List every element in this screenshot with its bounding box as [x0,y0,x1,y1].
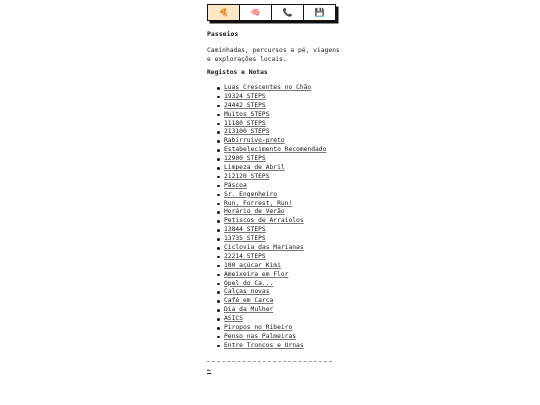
entry-link[interactable]: Ameixeira em Flor [224,270,289,278]
entry-link[interactable]: 11180 STEPS [224,119,266,127]
list-item [207,84,347,93]
list-item [207,155,347,164]
back-link[interactable]: ← [207,366,212,374]
entry-link[interactable]: Muitos STEPS [224,110,270,118]
list-item [207,128,347,137]
entry-link[interactable]: 19324 STEPS [224,92,266,100]
entry-link[interactable]: Entre Troncos e Urnas [224,341,304,349]
entry-link[interactable]: Ciclovia das Marianas [224,244,304,252]
entry-link[interactable]: Calças novas [224,288,270,296]
entry-link[interactable]: 13844 STEPS [224,226,266,234]
entry-link[interactable]: Estabelecimento Recomendado [224,146,327,154]
top-nav [207,4,336,21]
entry-link[interactable]: 100 açúcar Kimi [224,261,281,269]
list-item [207,93,347,102]
list-item [207,182,347,191]
list-item [207,120,347,129]
floppy-disk-icon: 💾 [314,8,325,17]
entry-link[interactable]: 22214 STEPS [224,252,266,260]
list-item [207,342,347,351]
entry-link[interactable]: Rabirruivo-preto [224,137,285,145]
entry-link[interactable]: ASICS [224,315,243,323]
entry-link[interactable]: Sr. Engenheiro [224,190,278,198]
entry-link[interactable]: Dia da Mulher [224,306,274,314]
entry-link[interactable]: 213100 STEPS [224,128,270,136]
entry-link[interactable]: Páscoa [224,181,247,189]
pizza-icon: 🍕 [218,8,229,17]
footer-divider [207,361,332,362]
entry-link[interactable]: Café em Carca [224,297,274,305]
list-item [207,208,347,217]
nav-button-archive[interactable] [304,5,335,20]
list-item [207,324,347,333]
list-item [207,226,347,235]
list-item [207,306,347,315]
entry-link[interactable]: Opel do Ca... [224,279,274,287]
entry-link[interactable]: Piropos no Ribeiro [224,324,293,332]
list-item [207,244,347,253]
list-item [207,333,347,342]
nav-button-food[interactable] [208,5,240,20]
list-item [207,235,347,244]
list-item [207,111,347,120]
entry-link[interactable]: Limpeza de Abril [224,164,285,172]
list-item [207,164,347,173]
list-item [207,146,347,155]
list-item [207,137,347,146]
entry-link[interactable]: 212120 STEPS [224,172,270,180]
list-item [207,102,347,111]
list-item [207,315,347,324]
nav-button-contact[interactable] [272,5,304,20]
entry-link[interactable]: 24442 STEPS [224,101,266,109]
list-item [207,173,347,182]
page-title: Passeios [207,30,239,38]
entry-link[interactable]: Horário de Verão [224,208,285,216]
section-heading: Registos e Notas [207,69,268,76]
page-description: Caminhadas, percursos a pé, viagens e explorações locais. [207,47,340,63]
entry-link[interactable]: Luas Crescentes no Chão [224,84,312,91]
entry-link[interactable]: Petiscos de Arraiolos [224,217,304,225]
list-item [207,280,347,289]
entry-link[interactable]: Penso nas Palmeiras [224,332,297,340]
entries-list [207,84,347,351]
list-item [207,253,347,262]
entry-link[interactable]: Run, Forrest, Run! [224,199,293,207]
list-item [207,217,347,226]
list-item [207,297,347,306]
list-item [207,262,347,271]
list-item [207,191,347,200]
brain-icon: 🧠 [250,8,261,17]
nav-button-ideas[interactable] [240,5,272,20]
entry-link[interactable]: 12900 STEPS [224,155,266,163]
list-item [207,271,347,280]
phone-icon: 📞 [282,8,293,17]
entry-link[interactable]: 13735 STEPS [224,235,266,243]
